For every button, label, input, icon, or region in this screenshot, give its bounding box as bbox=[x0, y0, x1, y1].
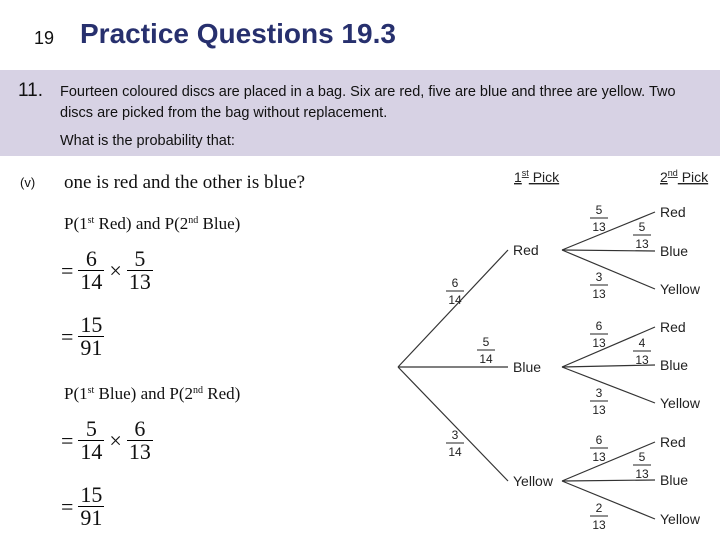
branch-line bbox=[562, 481, 655, 519]
denominator: 13 bbox=[128, 439, 151, 464]
second-outcome-label: Yellow bbox=[660, 511, 700, 527]
second-branch-probability-numerator: 5 bbox=[638, 220, 646, 234]
part-question: one is red and the other is blue? bbox=[64, 172, 306, 193]
second-outcome-label: Yellow bbox=[660, 281, 700, 297]
second-pick-header: 2nd Pick bbox=[660, 168, 709, 185]
second-branch-probability-denominator: 13 bbox=[592, 287, 606, 301]
second-branch-probability-denominator: 13 bbox=[592, 336, 606, 350]
numerator: 6 bbox=[134, 416, 146, 441]
times-sign: × bbox=[109, 427, 122, 453]
second-outcome-label: Yellow bbox=[660, 395, 700, 411]
part-label: (v) bbox=[20, 175, 36, 190]
second-branch-probability-numerator: 5 bbox=[595, 203, 603, 217]
case2-sup-b: nd bbox=[192, 385, 203, 396]
numerator: 5 bbox=[134, 246, 146, 271]
numerator: 5 bbox=[85, 416, 97, 441]
question-number: 11. bbox=[18, 80, 44, 101]
equals-sign: = bbox=[61, 493, 74, 519]
denominator: 91 bbox=[80, 335, 103, 360]
first-branch-probability-denominator: 14 bbox=[479, 352, 493, 366]
denominator: 13 bbox=[128, 269, 151, 294]
second-branch-probability-numerator: 6 bbox=[595, 433, 603, 447]
question-text: Fourteen coloured discs are placed in a bag. Six are red, five are blue and three are yellow. Two discs are picked from the bag without replacement. bbox=[60, 84, 676, 121]
first-branch-probability-numerator: 3 bbox=[451, 428, 459, 442]
page-title: Practice Questions 19.3 bbox=[80, 18, 396, 49]
first-outcome-label: Yellow bbox=[513, 473, 553, 489]
equals-sign: = bbox=[61, 323, 74, 349]
branch-line bbox=[398, 250, 508, 367]
second-outcome-label: Blue bbox=[660, 243, 689, 259]
second-branch-probability-numerator: 3 bbox=[595, 270, 603, 284]
second-branch-probability-denominator: 13 bbox=[592, 450, 606, 464]
branch-line bbox=[562, 367, 655, 403]
first-branch-probability-denominator: 14 bbox=[448, 445, 462, 459]
first-outcome-label: Red bbox=[513, 242, 539, 258]
second-outcome-label: Red bbox=[660, 434, 686, 450]
question-prompt: What is the probability that: bbox=[60, 133, 235, 149]
equals-sign: = bbox=[61, 257, 74, 283]
case1-sup-b: nd bbox=[188, 215, 199, 226]
equals-sign: = bbox=[61, 427, 74, 453]
second-branch-probability-numerator: 6 bbox=[595, 319, 603, 333]
numerator: 15 bbox=[80, 312, 103, 337]
case2-label-b: Blue) and P(2 bbox=[94, 384, 193, 403]
times-sign: × bbox=[109, 257, 122, 283]
branch-line bbox=[562, 250, 655, 289]
first-outcome-label: Blue bbox=[513, 359, 542, 375]
second-branch-probability-numerator: 3 bbox=[595, 386, 603, 400]
case1-label-a: P(1 bbox=[64, 214, 88, 233]
second-outcome-label: Red bbox=[660, 204, 686, 220]
denominator: 91 bbox=[80, 505, 103, 530]
second-outcome-label: Blue bbox=[660, 357, 689, 373]
case1-label-c: Blue) bbox=[198, 214, 241, 233]
case1-sup-a: st bbox=[87, 215, 95, 226]
branch-line bbox=[398, 367, 508, 481]
first-branch-probability-numerator: 5 bbox=[482, 335, 490, 349]
first-branch-probability-denominator: 14 bbox=[448, 293, 462, 307]
second-branch-probability-denominator: 13 bbox=[592, 220, 606, 234]
second-outcome-label: Red bbox=[660, 319, 686, 335]
second-branch-probability-denominator: 13 bbox=[592, 403, 606, 417]
second-branch-probability-numerator: 2 bbox=[595, 501, 603, 515]
case2-sup-a: st bbox=[87, 385, 95, 396]
second-branch-probability-numerator: 4 bbox=[638, 336, 646, 350]
first-branch-probability-numerator: 6 bbox=[451, 276, 459, 290]
case2-label-a: P(1 bbox=[64, 384, 88, 403]
second-branch-probability-denominator: 13 bbox=[635, 353, 649, 367]
numerator: 15 bbox=[80, 482, 103, 507]
case2-label-c: Red) bbox=[202, 384, 241, 403]
denominator: 14 bbox=[80, 269, 103, 294]
second-outcome-label: Blue bbox=[660, 472, 689, 488]
numerator: 6 bbox=[85, 246, 97, 271]
second-branch-probability-denominator: 13 bbox=[635, 237, 649, 251]
chapter-number: 19 bbox=[34, 28, 55, 48]
case1-label-b: Red) and P(2 bbox=[94, 214, 189, 233]
second-branch-probability-numerator: 5 bbox=[638, 450, 646, 464]
first-pick-header: 1st Pick bbox=[514, 168, 560, 185]
denominator: 14 bbox=[80, 439, 103, 464]
second-branch-probability-denominator: 13 bbox=[592, 518, 606, 532]
second-branch-probability-denominator: 13 bbox=[635, 467, 649, 481]
